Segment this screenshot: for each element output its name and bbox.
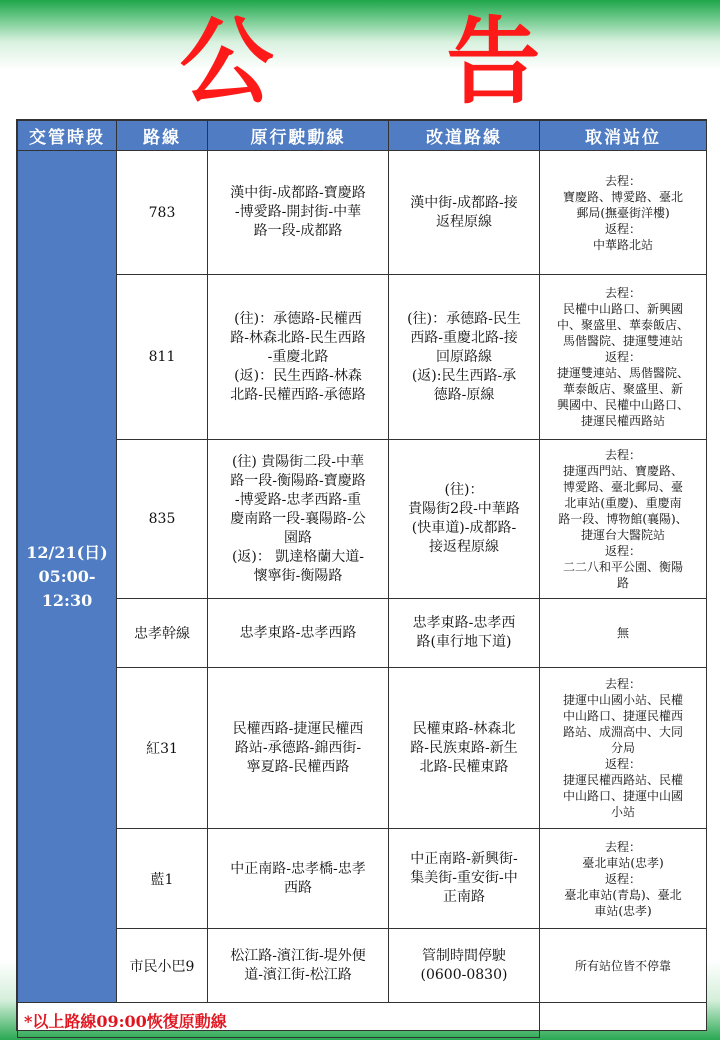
- cell-line: 華泰飯店、聚盛里、新: [562, 382, 683, 396]
- cell-line: 寶慶路、博愛路、臺北: [562, 189, 683, 204]
- cell-line: 路一段-衡陽路-寶慶路: [230, 472, 366, 489]
- route-name: 811: [117, 275, 208, 440]
- cell-line: 忠孝東路-忠孝西: [412, 615, 516, 631]
- period-start: 05:00-: [38, 566, 96, 586]
- cancelled-stops-cell: [540, 151, 707, 275]
- cell-line: 懷寧街-衡陽路: [253, 567, 343, 584]
- route-name: 835: [117, 440, 208, 599]
- original-route-cell: [208, 829, 389, 929]
- detour-route-cell: [389, 440, 540, 599]
- header-original-route: 原行駛動線: [208, 121, 389, 151]
- cell-line: (返):民生西路-承: [411, 367, 517, 384]
- cell-line: 忠孝東路-忠孝西路: [239, 624, 357, 641]
- route-name: 忠孝幹線: [117, 599, 208, 668]
- table-note-row: [18, 1003, 707, 1038]
- cell-line: 路-林森北路-民生西路: [230, 329, 366, 346]
- cell-line: 去程：: [604, 839, 641, 854]
- cell-line: 漢中街-成都路-寶慶路: [230, 185, 366, 201]
- page-title: 公 告: [179, 8, 611, 117]
- detour-route-cell: [389, 151, 540, 275]
- cell-line: 返程：: [604, 871, 641, 886]
- cell-line: 去程：: [604, 173, 641, 188]
- detour-table: [17, 120, 707, 1038]
- route-name: 藍1: [117, 829, 208, 929]
- original-route-cell: [208, 929, 389, 1003]
- cell-line: 中山路口、捷運中山國: [562, 789, 683, 803]
- cell-line: 民權西路-捷運民權西: [232, 720, 364, 737]
- cell-line: 路站-承德路-錦西街-: [234, 739, 362, 756]
- cancelled-stops-cell: [540, 668, 707, 829]
- cell-line: 去程：: [604, 677, 641, 691]
- cell-line: 西路-重慶北路-接: [410, 329, 518, 346]
- cell-line: 路-民族東路-新生: [410, 739, 518, 756]
- original-route-cell: [208, 668, 389, 829]
- cell-line: 分局: [610, 741, 635, 755]
- header-detour-route: 改道路線: [389, 121, 540, 151]
- cancelled-stops-cell: [540, 929, 707, 1003]
- cell-line: 管制時間停駛: [422, 947, 506, 964]
- table-row: [18, 440, 707, 599]
- cell-line: 中正南路-新興街-: [410, 851, 518, 867]
- cell-line: (往) 貴陽街二段-中華: [231, 453, 365, 470]
- cell-line: 松江路-濱江街-堤外便: [230, 947, 366, 964]
- cell-line: 中華路北站: [592, 237, 653, 252]
- cell-line: 民權中山路口、新興國: [562, 302, 683, 316]
- route-name: 紅31: [117, 668, 208, 829]
- cell-line: 道-濱江街-松江路: [244, 966, 352, 983]
- cell-line: 捷運西門站、寶慶路、: [562, 464, 683, 478]
- period-end: 12:30: [41, 590, 93, 610]
- period-date: 12/21(日): [26, 542, 108, 562]
- route-name: 市民小巴9: [117, 929, 208, 1003]
- cell-line: 北車站(重慶)、重慶南: [564, 496, 682, 510]
- cell-line: (往)：承德路-民權西: [234, 310, 362, 327]
- notice-table-container: [16, 119, 707, 1031]
- cell-line: (往)：承德路-民生: [407, 310, 521, 327]
- cell-line: 返程：: [604, 757, 641, 771]
- cell-line: 路: [616, 576, 629, 590]
- cell-line: 北路-民權東路: [419, 758, 509, 775]
- cell-line: 興國中、民權中山路口、: [556, 398, 689, 412]
- cell-line: 博愛路、臺北郵局、臺: [562, 480, 683, 494]
- cell-line: 漢中街-成都路-接: [410, 194, 518, 211]
- cell-line: 民權東路-林森北: [412, 720, 516, 737]
- cell-line: 返程原線: [436, 213, 492, 230]
- original-route-cell: [208, 151, 389, 275]
- cell-line: 德路-原線: [433, 386, 495, 403]
- cell-line: -博愛路-忠孝西路-重: [234, 491, 362, 508]
- cell-line: (0600-0830): [420, 966, 508, 983]
- table-row: [18, 599, 707, 668]
- cell-line: 路一段、博物館(襄陽)、: [558, 512, 688, 526]
- header-period: 交管時段: [18, 121, 117, 151]
- cell-line: 去程：: [604, 286, 641, 300]
- cell-line: 貴陽街2段-中華路: [408, 501, 520, 517]
- cell-line: 中、聚盛里、華泰飯店、: [556, 318, 689, 332]
- cell-line: 正南路: [443, 889, 485, 905]
- original-route-cell: [208, 599, 389, 668]
- header-cancelled-stops: 取消站位: [540, 121, 707, 151]
- cell-line: 捷運民權西路站、民權: [562, 773, 683, 787]
- detour-route-cell: [389, 599, 540, 668]
- cell-line: 無: [616, 626, 629, 640]
- cell-line: 捷運雙連站、馬偕醫院、: [556, 366, 689, 380]
- cell-line: 集美街-重安街-中: [410, 870, 518, 886]
- detour-route-cell: [389, 668, 540, 829]
- cell-line: (往)：: [444, 482, 484, 498]
- cell-line: (快車道)-成都路-: [411, 520, 517, 536]
- table-row: [18, 929, 707, 1003]
- route-name: 783: [117, 151, 208, 275]
- cell-line: 所有站位皆不停靠: [574, 958, 671, 973]
- cell-line: 西路: [284, 879, 312, 896]
- traffic-control-period: [18, 151, 117, 1003]
- cell-line: 郵局(撫臺街洋樓): [576, 205, 670, 220]
- table-row: [18, 151, 707, 275]
- cell-line: 捷運台大醫院站: [580, 528, 665, 542]
- restore-note: *以上路線09:00恢復原動線: [18, 1003, 540, 1038]
- cancelled-stops-cell: [540, 440, 707, 599]
- detour-route-cell: [389, 929, 540, 1003]
- cell-line: 路站、成淵高中、大同: [562, 725, 683, 739]
- cell-line: 臺北車站(青島)、臺北: [564, 887, 682, 902]
- original-route-cell: [208, 275, 389, 440]
- cell-line: 二二八和平公園、衡陽: [562, 560, 683, 574]
- cell-line: 返程：: [604, 544, 641, 558]
- cell-line: (返)：民生西路-林森: [234, 367, 362, 384]
- table-row: [18, 829, 707, 929]
- cell-line: 中山路口、捷運民權西: [562, 709, 683, 723]
- cell-line: 返程：: [604, 350, 641, 364]
- original-route-cell: [208, 440, 389, 599]
- cancelled-stops-cell: [540, 599, 707, 668]
- cell-line: 車站(忠孝): [594, 903, 652, 918]
- cancelled-stops-cell: [540, 829, 707, 929]
- cell-line: 接返程原線: [429, 539, 499, 555]
- cell-line: -博愛路-開封街-中華: [234, 204, 362, 220]
- cell-line: 北路-民權西路-承德路: [230, 386, 366, 403]
- header-route: 路線: [117, 121, 208, 151]
- cell-line: 中正南路-忠孝橋-忠孝: [230, 860, 366, 877]
- cell-line: 路(車行地下道): [416, 634, 512, 650]
- cell-line: 馬偕醫院、捷運雙連站: [562, 334, 683, 348]
- cell-line: (返)： 凱達格蘭大道-: [231, 548, 365, 565]
- detour-route-cell: [389, 275, 540, 440]
- cell-line: 寧夏路-民權西路: [246, 758, 350, 775]
- cell-line: 返程：: [604, 221, 641, 236]
- cell-line: 臺北車站(忠孝): [582, 855, 664, 870]
- cell-line: 捷運中山國小站、民權: [562, 693, 683, 707]
- cell-line: -重慶北路: [267, 348, 329, 365]
- cell-line: 小站: [610, 805, 635, 819]
- cell-line: 回原路線: [436, 348, 492, 365]
- cell-line: 捷運民權西路站: [580, 414, 665, 428]
- table-row: [18, 275, 707, 440]
- cancelled-stops-cell: [540, 275, 707, 440]
- cell-line: 園路: [284, 529, 312, 546]
- cell-line: 路一段-成都路: [253, 223, 343, 239]
- table-row: [18, 668, 707, 829]
- detour-route-cell: [389, 829, 540, 929]
- cell-line: 慶南路一段-襄陽路-公: [230, 510, 366, 527]
- cell-line: 去程：: [604, 448, 641, 462]
- table-header-row: [18, 121, 707, 151]
